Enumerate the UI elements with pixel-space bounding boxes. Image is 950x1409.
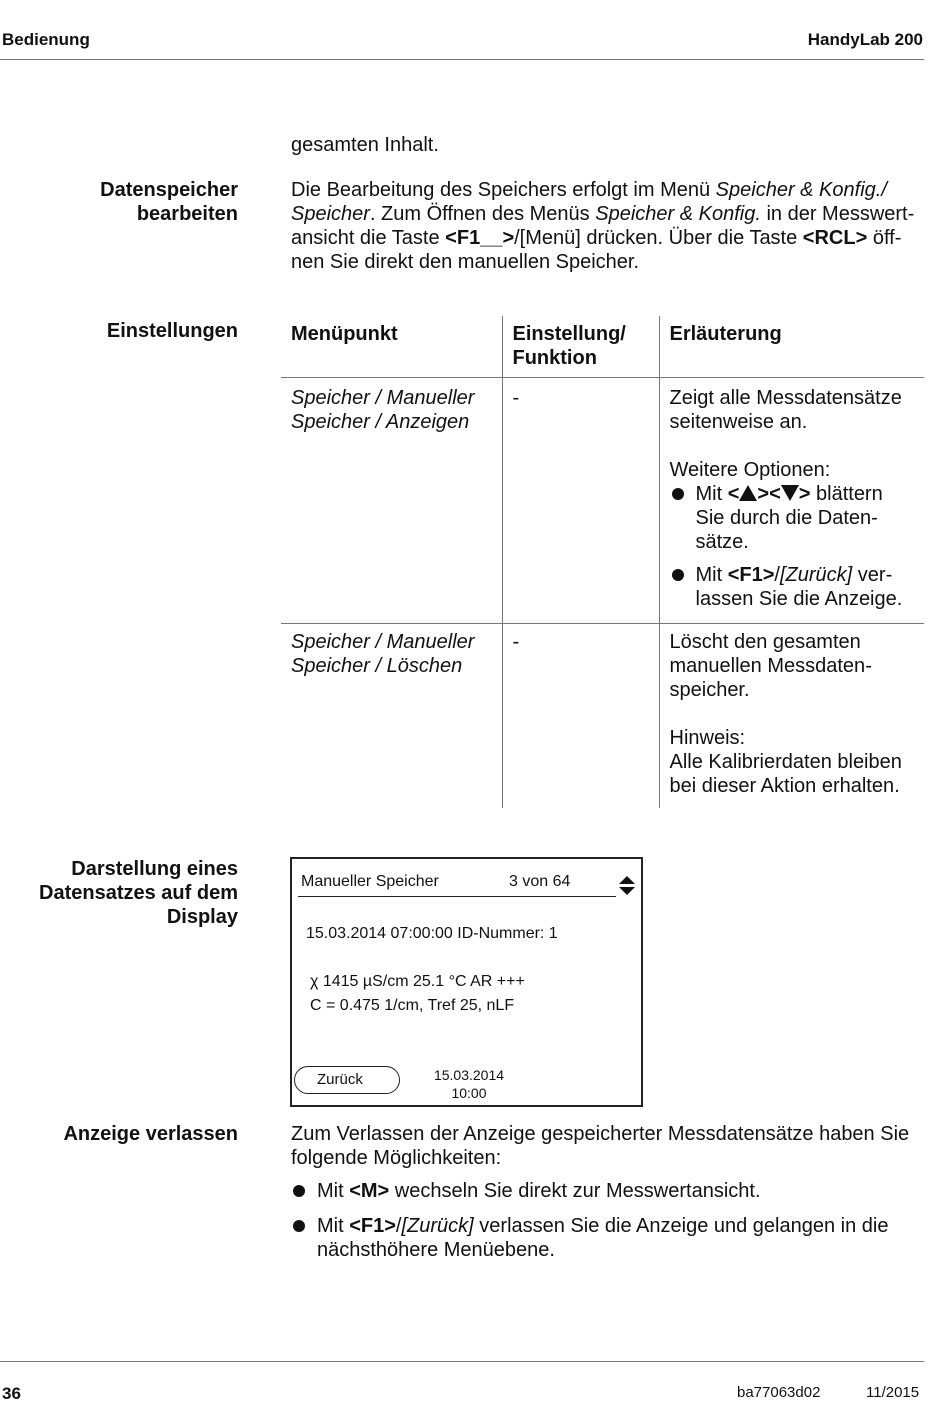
bullet-icon xyxy=(293,1220,305,1232)
header-rule xyxy=(0,59,924,60)
bullet-icon xyxy=(672,569,684,581)
table-row xyxy=(281,624,924,809)
description-cell xyxy=(659,378,924,624)
bullet-icon xyxy=(293,1185,305,1197)
display-title: Manueller Speicher xyxy=(301,873,439,890)
side-heading-line: Display xyxy=(166,906,238,928)
key-f1: <F1> xyxy=(727,564,775,586)
display-cell-constant-line: C = 0.475 1/cm, Tref 25, nLF xyxy=(310,997,515,1014)
text-run: Die Bearbeitung des Speichers erfolgt im Menü xyxy=(291,179,716,201)
text-run: Mit xyxy=(317,1215,350,1237)
side-heading-line: Datensatzes auf dem xyxy=(39,882,238,904)
text-run: blättern Sie durch die Datensätze. xyxy=(695,483,883,553)
device-display xyxy=(290,857,643,1107)
display-timestamp-line: 15.03.2014 07:00:00 ID-Nummer: 1 xyxy=(306,925,558,942)
side-heading-line: Darstellung eines xyxy=(71,858,238,880)
intro-text: gesamten Inhalt. xyxy=(291,134,439,156)
display-time: 10:00 xyxy=(451,1085,487,1101)
softkey-label: [Zurück] xyxy=(779,564,853,586)
display-date: 15.03.2014 xyxy=(433,1067,505,1083)
list-item xyxy=(291,1214,923,1262)
arrow-down-icon xyxy=(781,485,799,501)
key-m: <M> xyxy=(349,1180,390,1202)
softkey-zurueck[interactable]: Zurück xyxy=(294,1066,400,1094)
list-item xyxy=(670,482,915,554)
header-product-name: HandyLab 200 xyxy=(807,30,923,49)
exit-intro: Zum Verlassen der Anzeige gespeicherter Messdatensätze haben Sie folgende Möglichkeiten: xyxy=(291,1123,910,1169)
footer-rule xyxy=(0,1361,924,1362)
page-number: 36 xyxy=(2,1384,21,1403)
menu-item-cell: Speicher / Manueller Speicher / Löschen xyxy=(291,631,475,677)
document-date: 11/2015 xyxy=(866,1384,920,1401)
arrow-up-icon xyxy=(739,485,757,501)
key-bracket: >< xyxy=(757,483,781,505)
header-section-title: Bedienung xyxy=(2,30,90,49)
column-header: Menüpunkt xyxy=(281,316,502,378)
display-record-counter: 3 von 64 xyxy=(509,873,571,890)
menu-item-cell: Speicher / Manueller Speicher / Anzeigen xyxy=(281,378,502,624)
side-heading-exit: Anzeige verlassen xyxy=(63,1123,238,1145)
text-run: / xyxy=(774,564,780,586)
side-heading-line: bearbeiten xyxy=(136,203,238,225)
exit-section xyxy=(291,1122,923,1262)
description-cell xyxy=(659,624,924,809)
side-heading-settings: Einstellungen xyxy=(106,320,238,342)
display-clock xyxy=(424,1066,514,1102)
key-rcl: <RCL> xyxy=(802,227,868,249)
display-title-rule xyxy=(298,896,616,897)
side-heading-display xyxy=(8,857,238,929)
description-text: Löscht den gesamten manuellen Messdatenspeicher. xyxy=(669,631,872,701)
display-measurement-line: χ 1415 µS/cm 25.1 °C AR +++ xyxy=(310,973,525,990)
key-f1: <F1__> xyxy=(445,227,515,249)
column-header: Erläuterung xyxy=(659,316,924,378)
note-title: Hinweis: xyxy=(669,727,746,749)
softkey-label: [Zurück] xyxy=(401,1215,474,1237)
text-run: . Zum Öffnen des Menüs xyxy=(369,203,596,225)
menu-name: Speicher & Konfig. xyxy=(595,203,761,225)
bullet-icon xyxy=(672,488,684,500)
text-run: Mit xyxy=(695,483,728,505)
key-f1: <F1> xyxy=(349,1215,396,1237)
setting-cell: - xyxy=(502,378,659,624)
text-run: verlassen Sie die Anzeige. xyxy=(695,564,903,610)
menu-path: Speicher & Konfig./ Speicher xyxy=(291,179,887,225)
text-run: öffnen Sie direkt den manuellen Speicher. xyxy=(291,227,902,273)
settings-table xyxy=(281,316,924,808)
table-header-row xyxy=(281,316,924,378)
column-header: Einstellung/ Funktion xyxy=(502,316,659,378)
edit-memory-paragraph xyxy=(291,178,923,274)
side-heading-edit-memory xyxy=(8,178,238,226)
note-text: Alle Kalibrierdaten bleiben bei dieser Aktion erhalten. xyxy=(669,751,902,797)
text-run: / xyxy=(395,1215,402,1237)
list-item xyxy=(670,563,915,611)
key-bracket: > xyxy=(798,483,811,505)
scroll-updown-icon xyxy=(618,875,636,902)
text-run: Mit xyxy=(695,564,728,586)
text-run: Mit xyxy=(317,1180,350,1202)
description-text: Zeigt alle Messdatensätze seitenweise an. xyxy=(669,387,902,433)
options-title: Weitere Optionen: xyxy=(669,459,831,481)
key-bracket: < xyxy=(727,483,740,505)
text-run: wechseln Sie direkt zur Messwertansicht. xyxy=(389,1180,761,1202)
side-heading-line: Datenspeicher xyxy=(100,179,238,201)
text-run: verlassen Sie die Anzeige und gelangen in die nächsthöhere Menüebene. xyxy=(317,1215,889,1261)
text-run: in der Messwertansicht die Taste xyxy=(291,203,915,249)
table-row xyxy=(281,378,924,624)
text-run: /[Menü] drücken. Über die Taste xyxy=(514,227,803,249)
document-id: ba77063d02 xyxy=(737,1384,821,1401)
list-item xyxy=(291,1179,923,1203)
setting-cell: - xyxy=(502,624,659,809)
